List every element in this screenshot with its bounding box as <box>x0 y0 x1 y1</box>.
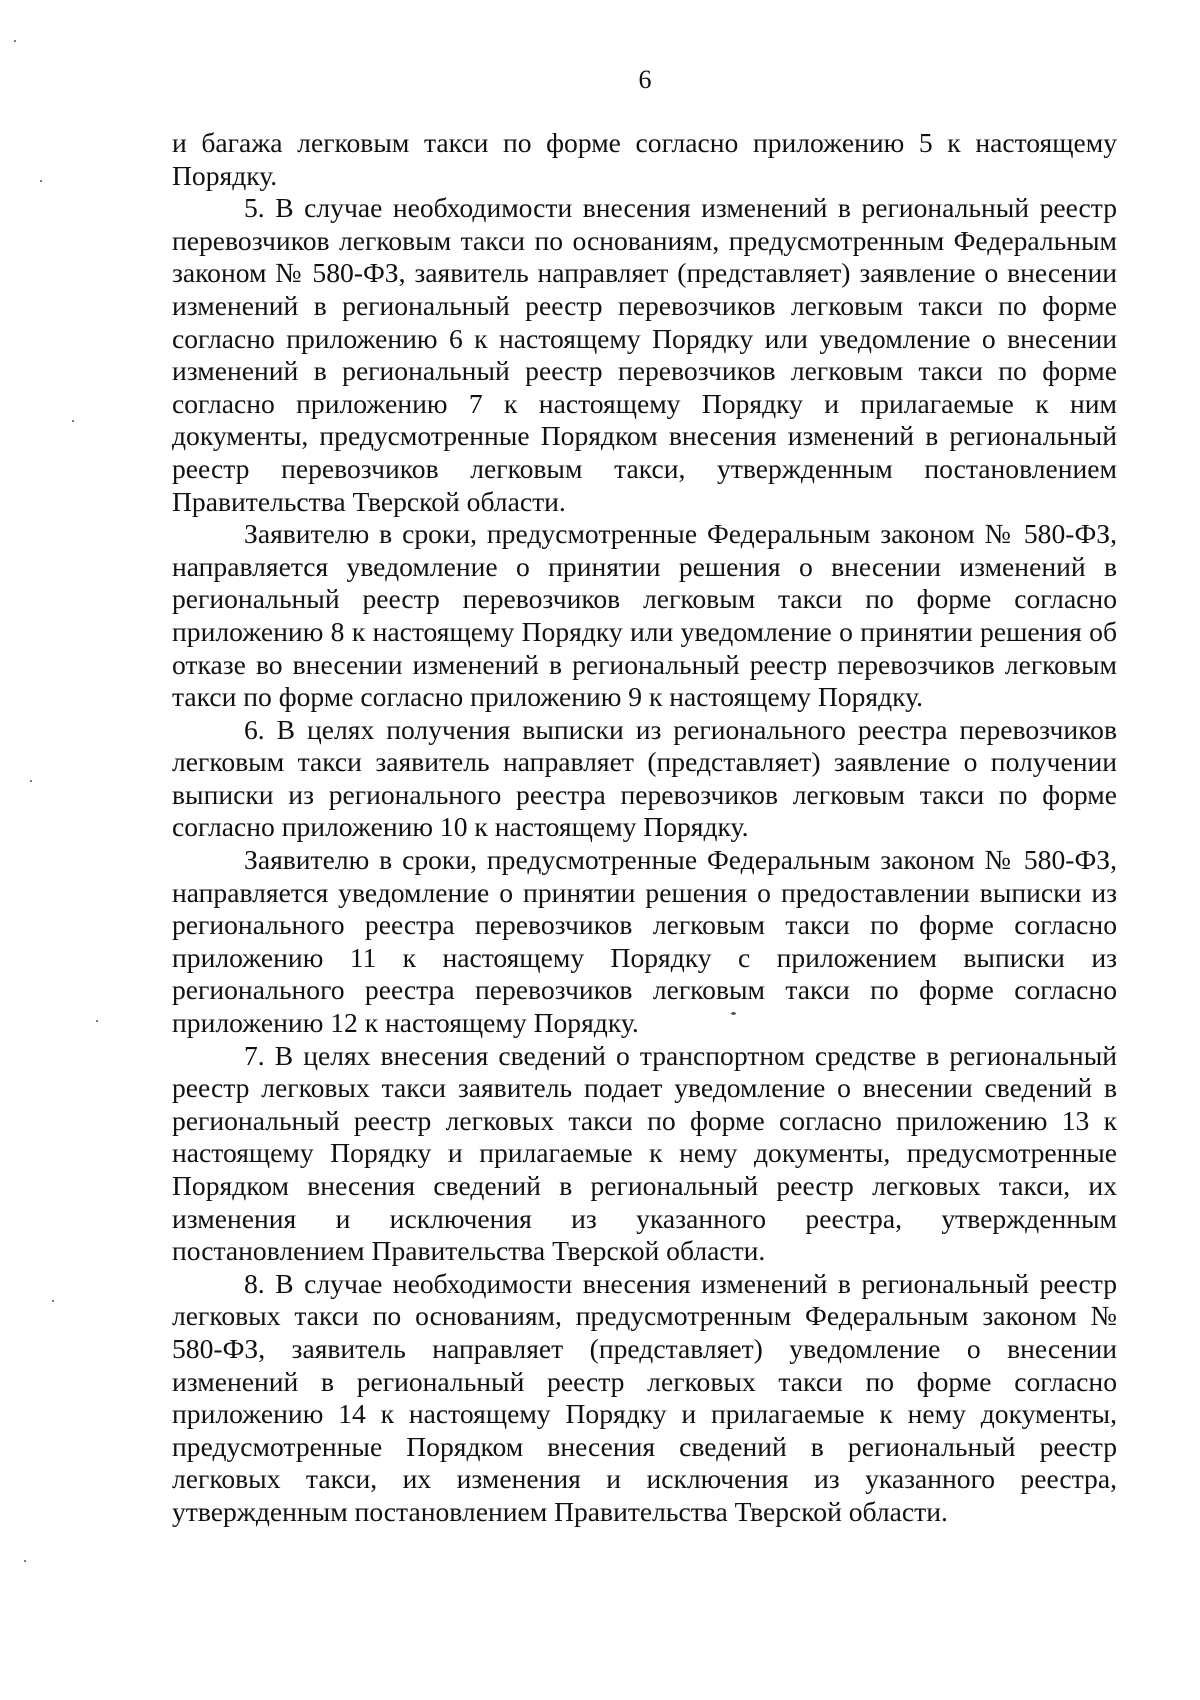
paragraph-item-5-notice: Заявителю в сроки, предусмотренные Федеральным законом № 580-ФЗ, направляется уведомление о принятии решения о внесении изменений в региональный реестр перевозчиков легковым такси по форме согласно приложению 8 к настоящему Порядку или уведомление о принятии решения об отказе во внесении изменений в региональный реестр перевозчиков легковым такси по форме согласно приложению 9 к настоящему Порядку. <box>172 518 1117 713</box>
scan-speck <box>72 420 74 422</box>
paragraph-item-7: 7. В целях внесения сведений о транспортном средстве в региональный реестр легковых такси заявитель подает уведомление о внесении сведений в региональный реестр легковых такси по форме согласно приложению 13 к настоящему Порядку и прилагаемые к нему документы, предусмотренные Порядком внесения сведений в региональный реестр легковых такси, их изменения и исключения из указанного реестра, утвержденным постановлением Правительства Тверской области. <box>172 1039 1117 1267</box>
paragraph-item-6: 6. В целях получения выписки из регионального реестра перевозчиков легковым такси заявитель направляет (представляет) заявление о получении выписки из регионального реестра перевозчиков легковым такси по форме согласно приложению 10 к настоящему Порядку. <box>172 713 1117 843</box>
page-number: 6 <box>638 65 652 94</box>
scan-speck <box>40 180 42 182</box>
scan-speck <box>96 1020 98 1022</box>
scan-speck <box>24 1560 26 1562</box>
scan-speck <box>52 1300 54 1302</box>
scan-speck <box>731 1012 736 1015</box>
scan-speck <box>30 780 32 782</box>
paragraph-item-5: 5. В случае необходимости внесения изменений в региональный реестр перевозчиков легковым такси по основаниям, предусмотренным Федеральным законом № 580-ФЗ, заявитель направляет (представляет) заявление о внесении изменений в региональный реестр перевозчиков легковым такси по форме согласно приложению 6 к настоящему Порядку или уведомление о внесении изменений в региональный реестр перевозчиков легковым такси по форме согласно приложению 7 к настоящему Порядку и прилагаемые к ним документы, предусмотренные Порядком внесения изменений в региональный реестр перевозчиков легковым такси, утвержденным постановлением Правительства Тверской области. <box>172 192 1117 517</box>
paragraph-item-6-notice: Заявителю в сроки, предусмотренные Федеральным законом № 580-ФЗ, направляется уведомление о принятии решения о предоставлении выписки из регионального реестра перевозчиков легковым такси по форме согласно приложению 11 к настоящему Порядку с приложением выписки из регионального реестра перевозчиков легковым такси по форме согласно приложению 12 к настоящему Порядку. <box>172 844 1117 1039</box>
scan-speck <box>14 40 16 42</box>
paragraph-continuation: и багажа легковым такси по форме согласно приложению 5 к настоящему Порядку. <box>172 127 1117 191</box>
document-body <box>172 127 1117 1529</box>
paragraph-item-8: 8. В случае необходимости внесения изменений в региональный реестр легковых такси по основаниям, предусмотренным Федеральным законом № 580-ФЗ, заявитель направляет (представляет) уведомление о внесении изменений в региональный реестр легковых такси по форме согласно приложению 14 к настоящему Порядку и прилагаемые к нему документы, предусмотренные Порядком внесения сведений в региональный реестр легковых такси, их изменения и исключения из указанного реестра, утвержденным постановлением Правительства Тверской области. <box>172 1267 1117 1527</box>
